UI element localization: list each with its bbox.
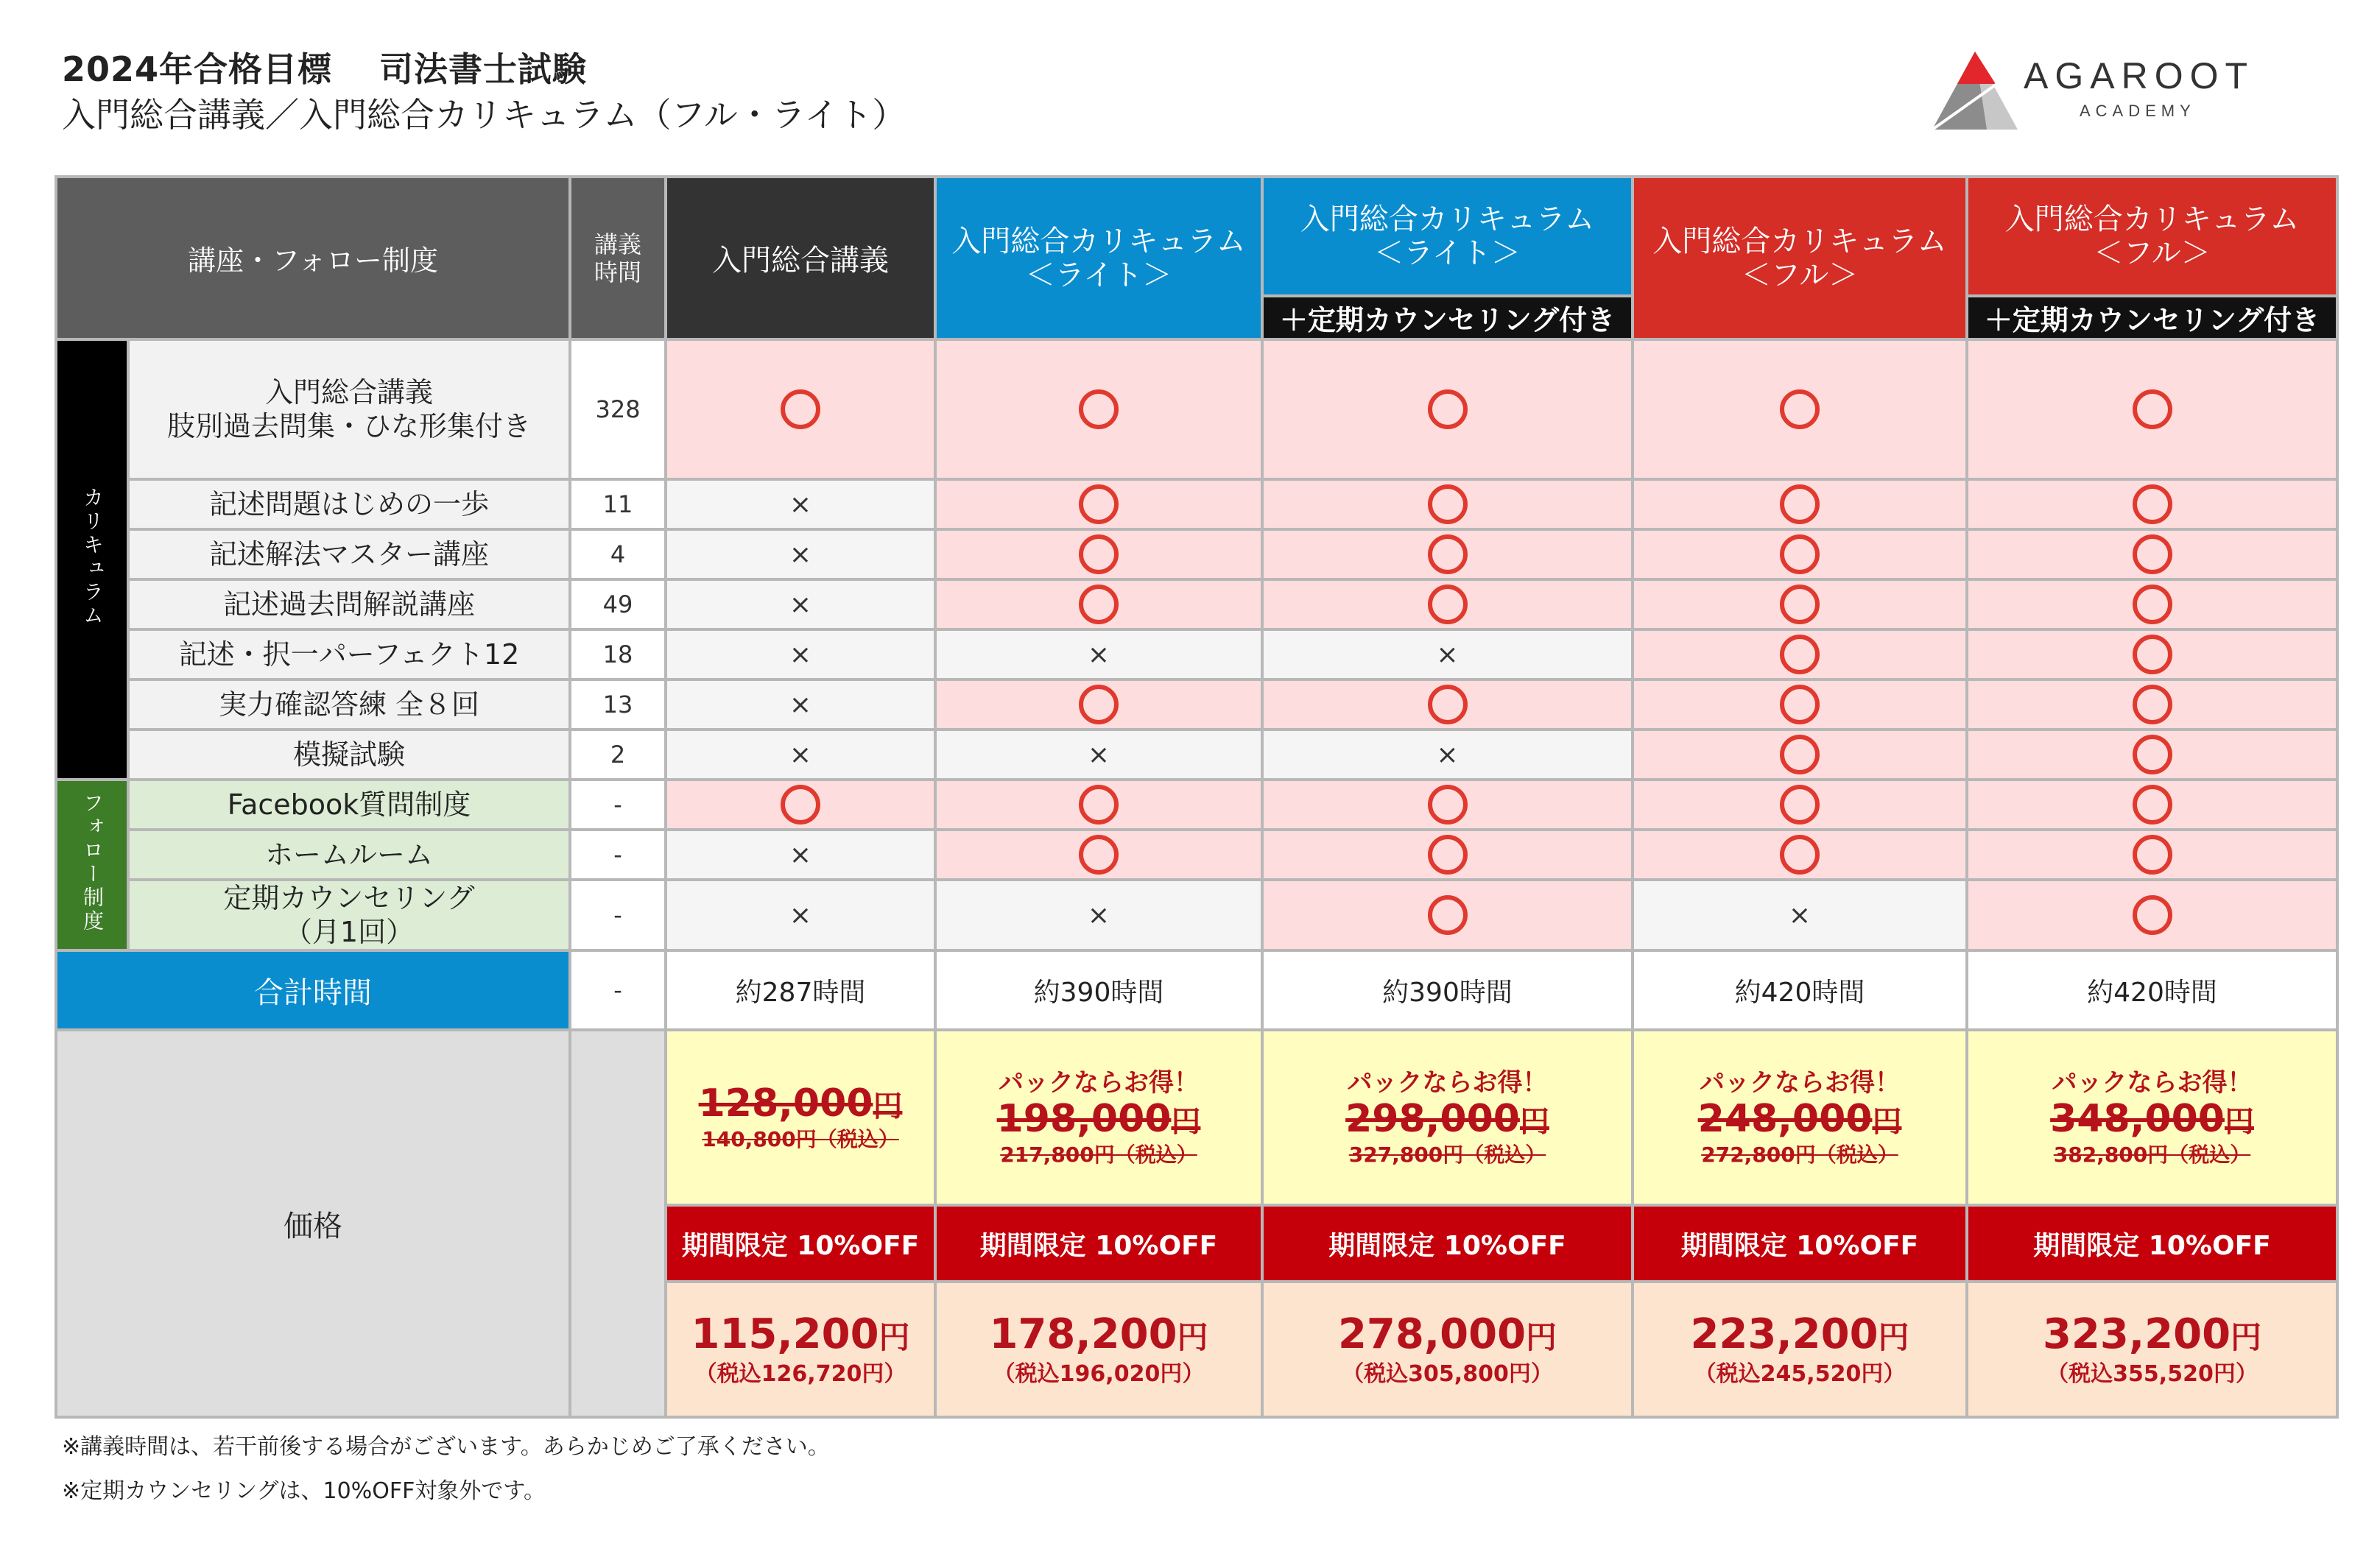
availability-cell <box>1262 339 1633 479</box>
availability-cell <box>935 730 1262 780</box>
yen-unit: 円 <box>1177 1319 1208 1355</box>
availability-cell <box>1633 780 1967 830</box>
original-price-tax: 327,800円（税込） <box>1348 1143 1546 1167</box>
availability-cell <box>1262 880 1633 950</box>
course-hours: 4 <box>570 529 666 579</box>
discount-badge: 期間限定 10%OFF <box>935 1205 1262 1282</box>
available-circle-icon <box>2133 835 2172 875</box>
availability-cell <box>1262 579 1633 629</box>
unavailable-cross-icon: × <box>789 489 812 520</box>
pack-deal-label: パックならお得！ <box>2052 1068 2253 1098</box>
plan-name: 入門総合カリキュラム <box>951 224 1246 258</box>
original-price-value: 248,000 <box>1697 1097 1873 1141</box>
unavailable-cross-icon: × <box>1788 900 1812 931</box>
available-circle-icon <box>2133 389 2172 429</box>
course-hours: - <box>570 880 666 950</box>
availability-cell <box>1967 529 2337 579</box>
course-name-line: 実力確認答練 全８回 <box>218 688 480 721</box>
final-price <box>1264 1311 1631 1361</box>
availability-cell <box>1633 830 1967 880</box>
availability-cell <box>1967 679 2337 730</box>
availability-cell <box>1967 339 2337 479</box>
availability-cell <box>935 830 1262 880</box>
availability-cell <box>666 880 935 950</box>
header-plan-4 <box>1633 177 1967 339</box>
yen-unit: 円 <box>1519 1105 1549 1139</box>
total-value: 約287時間 <box>666 950 935 1030</box>
table-row <box>56 339 2337 479</box>
original-price-cell <box>1262 1030 1633 1205</box>
category-curriculum <box>56 339 128 780</box>
course-name-line: 記述解法マスター講座 <box>209 538 490 571</box>
available-circle-icon <box>1428 389 1468 429</box>
final-price <box>667 1311 934 1361</box>
course-name <box>128 479 570 529</box>
plan-name: 入門総合カリキュラム <box>1300 202 1595 236</box>
available-circle-icon <box>1428 895 1468 935</box>
course-name <box>128 579 570 629</box>
final-price-tax: （税込196,020円） <box>993 1361 1205 1387</box>
footnote: ※定期カウンセリングは、10%OFF対象外です。 <box>62 1478 546 1504</box>
category-label: フォロー制度 <box>80 791 105 933</box>
course-name <box>128 679 570 730</box>
availability-cell <box>1633 880 1967 950</box>
availability-cell <box>1262 529 1633 579</box>
header-plan-1: 入門総合講義 <box>666 177 935 339</box>
available-circle-icon <box>1079 785 1119 825</box>
course-name <box>128 830 570 880</box>
original-price <box>667 1083 934 1127</box>
available-circle-icon <box>1780 685 1820 724</box>
final-price-cell <box>666 1282 935 1417</box>
total-value: 約420時間 <box>1967 950 2337 1030</box>
available-circle-icon <box>1079 534 1119 574</box>
yen-unit: 円 <box>1526 1319 1557 1355</box>
header-hours-label: 講義時間 <box>594 230 642 286</box>
availability-cell <box>666 529 935 579</box>
available-circle-icon <box>2133 895 2172 935</box>
total-label: 合計時間 <box>56 950 570 1030</box>
unavailable-cross-icon: × <box>1087 739 1110 770</box>
course-hours: 13 <box>570 679 666 730</box>
course-hours: 11 <box>570 479 666 529</box>
final-price-value: 115,200 <box>691 1310 879 1358</box>
unavailable-cross-icon: × <box>789 689 812 720</box>
original-price <box>1634 1098 1965 1143</box>
discount-badge: 期間限定 10%OFF <box>1262 1205 1633 1282</box>
category-follow <box>56 780 128 950</box>
course-name-line: 入門総合講義 <box>265 376 434 409</box>
price-hours-blank <box>570 1030 666 1417</box>
header-plan-3 <box>1262 177 1633 296</box>
total-hours: - <box>570 950 666 1030</box>
discount-badge: 期間限定 10%OFF <box>666 1205 935 1282</box>
original-price <box>1264 1098 1631 1143</box>
unavailable-cross-icon: × <box>1087 639 1110 670</box>
course-name-line: （月1回） <box>284 916 415 948</box>
course-name <box>128 730 570 780</box>
availability-cell <box>666 579 935 629</box>
final-price <box>1968 1311 2336 1361</box>
availability-cell <box>935 679 1262 730</box>
availability-cell <box>1262 479 1633 529</box>
unavailable-cross-icon: × <box>789 900 812 931</box>
price-original-row <box>56 1030 2337 1205</box>
availability-cell <box>1262 730 1633 780</box>
availability-cell <box>935 579 1262 629</box>
logo-sub: ACADEMY <box>2080 102 2196 120</box>
agaroot-logo <box>1929 49 2261 134</box>
available-circle-icon <box>2133 484 2172 524</box>
available-circle-icon <box>1079 585 1119 624</box>
final-price-value: 223,200 <box>1690 1310 1879 1358</box>
category-label: カリキュラム <box>80 486 105 628</box>
table-row <box>56 579 2337 629</box>
available-circle-icon <box>1428 534 1468 574</box>
header-course: 講座・フォロー制度 <box>56 177 570 339</box>
availability-cell <box>935 339 1262 479</box>
table-row <box>56 780 2337 830</box>
discount-badge: 期間限定 10%OFF <box>1633 1205 1967 1282</box>
available-circle-icon <box>1079 685 1119 724</box>
final-price-tax: （税込305,800円） <box>1342 1361 1553 1387</box>
available-circle-icon <box>1428 484 1468 524</box>
availability-cell <box>1262 830 1633 880</box>
original-price-value: 198,000 <box>996 1097 1172 1141</box>
available-circle-icon <box>1780 389 1820 429</box>
table-row <box>56 679 2337 730</box>
availability-cell <box>666 339 935 479</box>
availability-cell <box>935 479 1262 529</box>
page-subtitle: 入門総合講義／入門総合カリキュラム（フル・ライト） <box>62 95 906 135</box>
original-price-cell <box>666 1030 935 1205</box>
course-name <box>128 880 570 950</box>
availability-cell <box>1967 780 2337 830</box>
available-circle-icon <box>1428 835 1468 875</box>
total-value: 約420時間 <box>1633 950 1967 1030</box>
availability-cell <box>1633 579 1967 629</box>
available-circle-icon <box>1428 585 1468 624</box>
course-name-line: 定期カウンセリング <box>223 882 475 914</box>
available-circle-icon <box>781 389 820 429</box>
available-circle-icon <box>1079 484 1119 524</box>
original-price <box>937 1098 1261 1143</box>
table-row <box>56 730 2337 780</box>
final-price <box>937 1311 1261 1361</box>
yen-unit: 円 <box>1872 1105 1902 1139</box>
availability-cell <box>1967 479 2337 529</box>
availability-cell <box>1262 629 1633 679</box>
unavailable-cross-icon: × <box>1436 739 1459 770</box>
yen-unit: 円 <box>879 1319 910 1355</box>
availability-cell <box>1633 339 1967 479</box>
unavailable-cross-icon: × <box>789 639 812 670</box>
availability-cell <box>935 629 1262 679</box>
available-circle-icon <box>1780 635 1820 674</box>
course-hours: 2 <box>570 730 666 780</box>
course-name-line: Facebook質問制度 <box>227 788 471 821</box>
plan-name: 入門総合カリキュラム <box>2004 202 2300 236</box>
total-row <box>56 950 2337 1030</box>
availability-cell <box>666 629 935 679</box>
available-circle-icon <box>1079 835 1119 875</box>
plan-sub: ＜ライト＞ <box>1025 258 1172 292</box>
yen-unit: 円 <box>2224 1105 2254 1139</box>
table-row <box>56 880 2337 950</box>
availability-cell <box>1967 880 2337 950</box>
course-name <box>128 529 570 579</box>
availability-cell <box>1633 479 1967 529</box>
yen-unit: 円 <box>1171 1105 1201 1139</box>
available-circle-icon <box>2133 635 2172 674</box>
original-price-value: 348,000 <box>2050 1097 2225 1141</box>
original-price-tax: 217,800円（税込） <box>1000 1143 1197 1167</box>
course-hours: - <box>570 830 666 880</box>
yen-unit: 円 <box>2231 1319 2262 1355</box>
available-circle-icon <box>1079 389 1119 429</box>
available-circle-icon <box>1780 484 1820 524</box>
final-price <box>1634 1311 1965 1361</box>
course-name-line: 記述問題はじめの一歩 <box>209 488 490 520</box>
availability-cell <box>1967 830 2337 880</box>
total-value: 約390時間 <box>935 950 1262 1030</box>
pack-deal-label: パックならお得！ <box>999 1068 1200 1098</box>
availability-cell <box>1633 529 1967 579</box>
course-hours: 49 <box>570 579 666 629</box>
unavailable-cross-icon: × <box>1436 639 1459 670</box>
plan-sub: ＜フル＞ <box>2094 236 2211 270</box>
header-hours <box>570 177 666 339</box>
available-circle-icon <box>1780 585 1820 624</box>
availability-cell <box>1967 579 2337 629</box>
course-name-line: ホームルーム <box>265 838 434 871</box>
available-circle-icon <box>1780 735 1820 774</box>
availability-cell <box>1262 679 1633 730</box>
unavailable-cross-icon: × <box>789 589 812 620</box>
logo-triangle-icon <box>1929 49 2021 133</box>
availability-cell <box>1262 780 1633 830</box>
plan-name: 入門総合カリキュラム <box>1652 224 1947 258</box>
availability-cell <box>666 730 935 780</box>
unavailable-cross-icon: × <box>789 539 812 570</box>
available-circle-icon <box>2133 735 2172 774</box>
final-price-value: 323,200 <box>2042 1310 2231 1358</box>
course-hours: 328 <box>570 339 666 479</box>
final-price-value: 178,200 <box>989 1310 1177 1358</box>
footnote: ※講義時間は、若干前後する場合がございます。あらかじめご了承ください。 <box>62 1434 830 1460</box>
original-price-tax: 382,800円（税込） <box>2053 1143 2251 1167</box>
page-title: 2024年合格目標 司法書士試験 <box>62 49 588 89</box>
available-circle-icon <box>2133 785 2172 825</box>
final-price-tax: （税込355,520円） <box>2046 1361 2258 1387</box>
course-hours: 18 <box>570 629 666 679</box>
available-circle-icon <box>781 785 820 825</box>
table-row <box>56 479 2337 529</box>
table-row <box>56 629 2337 679</box>
yen-unit: 円 <box>873 1090 903 1123</box>
table-row <box>56 830 2337 880</box>
available-circle-icon <box>1780 534 1820 574</box>
availability-cell <box>666 679 935 730</box>
unavailable-cross-icon: × <box>789 839 812 870</box>
logo-brand: AGAROOT <box>2024 55 2255 96</box>
counseling-tag: ＋定期カウンセリング付き <box>1967 296 2337 339</box>
discount-badge: 期間限定 10%OFF <box>1967 1205 2337 1282</box>
availability-cell <box>1967 730 2337 780</box>
availability-cell <box>935 780 1262 830</box>
yen-unit: 円 <box>1878 1319 1909 1355</box>
unavailable-cross-icon: × <box>789 739 812 770</box>
course-name <box>128 339 570 479</box>
counseling-tag: ＋定期カウンセリング付き <box>1262 296 1633 339</box>
final-price-cell <box>935 1282 1262 1417</box>
availability-cell <box>666 780 935 830</box>
original-price-cell <box>1633 1030 1967 1205</box>
original-price-value: 298,000 <box>1345 1097 1520 1141</box>
availability-cell <box>666 479 935 529</box>
available-circle-icon <box>1780 835 1820 875</box>
original-price-cell <box>1967 1030 2337 1205</box>
availability-cell <box>666 830 935 880</box>
final-price-cell <box>1633 1282 1967 1417</box>
available-circle-icon <box>2133 534 2172 574</box>
original-price <box>1968 1098 2336 1143</box>
plan-sub: ＜ライト＞ <box>1374 236 1521 270</box>
footnotes <box>62 1425 830 1514</box>
pack-deal-label: パックならお得！ <box>1700 1068 1901 1098</box>
header-plan-5 <box>1967 177 2337 296</box>
original-price-cell <box>935 1030 1262 1205</box>
course-name <box>128 780 570 830</box>
course-name-line: 記述過去問解説講座 <box>223 588 476 621</box>
plan-sub: ＜フル＞ <box>1741 258 1859 292</box>
available-circle-icon <box>2133 685 2172 724</box>
pack-deal-label: パックならお得！ <box>1347 1068 1548 1098</box>
available-circle-icon <box>1780 785 1820 825</box>
original-price-tax: 272,800円（税込） <box>1701 1143 1898 1167</box>
available-circle-icon <box>1428 685 1468 724</box>
course-name-line: 肢別過去問集・ひな形集付き <box>167 410 532 442</box>
table-row <box>56 529 2337 579</box>
availability-cell <box>935 529 1262 579</box>
availability-cell <box>1633 629 1967 679</box>
header-plan-2 <box>935 177 1262 339</box>
total-value: 約390時間 <box>1262 950 1633 1030</box>
original-price-tax: 140,800円（税込） <box>702 1127 899 1151</box>
course-name-line: 模擬試験 <box>293 738 406 771</box>
unavailable-cross-icon: × <box>1087 900 1110 931</box>
availability-cell <box>1633 730 1967 780</box>
availability-cell <box>1633 679 1967 730</box>
availability-cell <box>935 880 1262 950</box>
final-price-tax: （税込245,520円） <box>1694 1361 1906 1387</box>
course-hours: - <box>570 780 666 830</box>
original-price-value: 128,000 <box>698 1081 873 1126</box>
course-name <box>128 629 570 679</box>
course-name-line: 記述・択一パーフェクト12 <box>178 638 520 671</box>
comparison-table <box>54 175 2339 1419</box>
final-price-tax: （税込126,720円） <box>694 1361 906 1387</box>
available-circle-icon <box>2133 585 2172 624</box>
available-circle-icon <box>1428 785 1468 825</box>
final-price-cell <box>1967 1282 2337 1417</box>
final-price-cell <box>1262 1282 1633 1417</box>
final-price-value: 278,000 <box>1337 1310 1527 1358</box>
price-label: 価格 <box>56 1030 570 1417</box>
availability-cell <box>1967 629 2337 679</box>
